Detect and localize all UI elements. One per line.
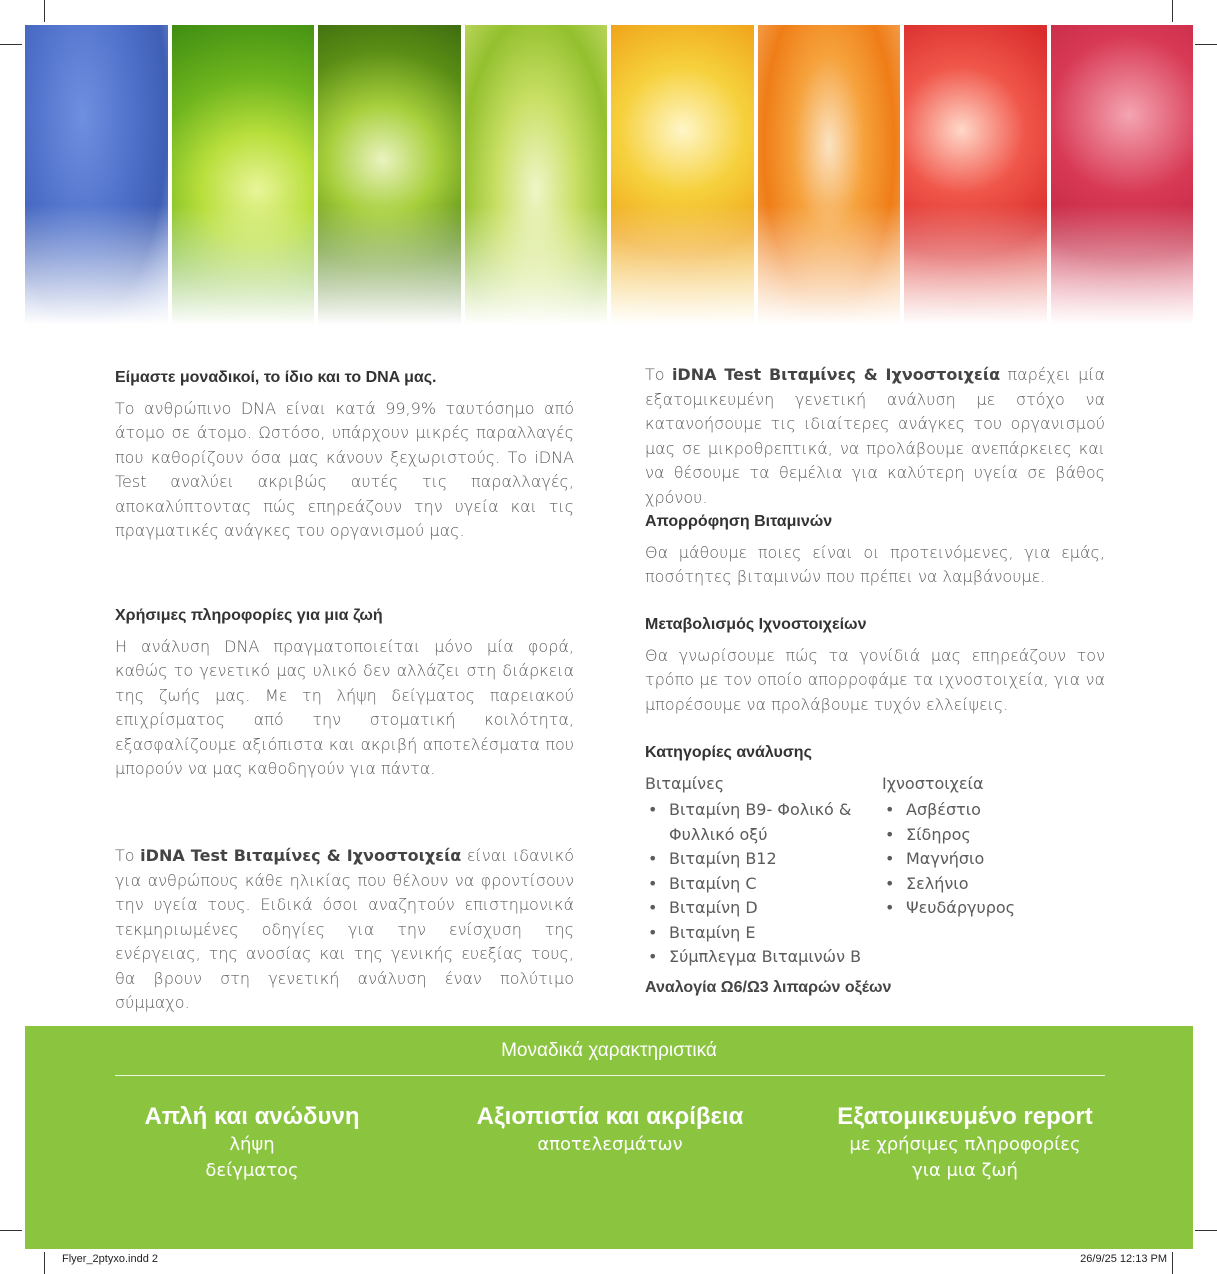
crop-mark (1195, 1230, 1217, 1231)
crop-mark (0, 44, 22, 45)
vitamins-title: Βιταμίνες (645, 773, 725, 793)
section-unique (115, 366, 574, 544)
list-item: • Σύμπλεγμα Βιταμινών Β (645, 945, 882, 970)
vitamins-column (645, 772, 882, 970)
crop-mark (1172, 1252, 1173, 1274)
feature-reliability (445, 1102, 775, 1158)
section-body: Το ανθρώπινο DNA είναι κατά 99,9% ταυτόσημο από άτομο σε άτομο. Ωστόσο, υπάρχουν μικρές παραλλαγές που καθορίζουν όσα μας κάνουν ξεχωριστούς. Το iDNA Test αναλύει ακριβώς αυτές τις παραλλαγές, αποκαλύπτοντας πώς επηρεάζουν την υγεία και τις πραγματικές ανάγκες του οργανισμού μας. (115, 398, 574, 540)
crop-mark (44, 1252, 45, 1274)
fruit-strip-strawberry (904, 25, 1047, 325)
list-item: • Σελήνιο (882, 872, 1015, 897)
crop-mark (1172, 0, 1173, 22)
list-item: • Βιταμίνη C (645, 872, 882, 897)
minerals-column (882, 772, 1015, 970)
section-heading: Χρήσιμες πληροφορίες για μια ζωή (115, 607, 383, 624)
product-name: iDNA Test Βιταμίνες & Ιχνοστοιχεία (140, 846, 462, 865)
categories-list (645, 772, 1105, 970)
section-audience (115, 844, 574, 1016)
list-item: • Βιταμίνη Ε (645, 921, 882, 946)
section-heading: Κατηγορίες ανάλυσης (645, 744, 812, 761)
fruit-strip-lime (172, 25, 315, 325)
minerals-list (882, 798, 1015, 921)
list-item: • Ασβέστιο (882, 798, 1015, 823)
section-heading: Είμαστε μοναδικοί, το ίδιο και το DNA μας. (115, 369, 437, 386)
list-item: • Ψευδάργυρος (882, 896, 1015, 921)
section-metabolism (645, 613, 1105, 717)
feature-simple-sampling (87, 1102, 417, 1184)
fruit-strip-raspberry (1051, 25, 1194, 325)
crop-mark (1195, 44, 1217, 45)
fruit-strip-orange (758, 25, 901, 325)
section-intro (645, 363, 1105, 510)
fruit-banner (25, 25, 1193, 325)
feature-personalized-report (800, 1102, 1130, 1184)
section-heading: Απορρόφηση Βιταμινών (645, 513, 833, 530)
fruit-strip-apple (465, 25, 608, 325)
section-absorption (645, 510, 1105, 590)
features-divider (115, 1075, 1105, 1076)
section-heading: Μεταβολισμός Ιχνοστοιχείων (645, 616, 867, 633)
list-item: • Βιταμίνη Β9- Φολικό & Φυλλικό οξύ (645, 798, 882, 847)
product-name: iDNA Test Βιταμίνες & Ιχνοστοιχεία (671, 365, 1001, 384)
feature-subtitle: για μια ζωή (912, 1160, 1018, 1181)
fruit-strip-blue (25, 25, 168, 325)
feature-subtitle: λήψη (229, 1134, 275, 1155)
ratio-label: Αναλογία Ω6/Ω3 λιπαρών οξέων (645, 978, 892, 996)
list-item: • Σίδηρος (882, 823, 1015, 848)
fruit-strip-kiwi (318, 25, 461, 325)
section-body: Το iDNA Test Βιταμίνες & Ιχνοστοιχεία παρέχει μία εξατομικευμένη γενετική ανάλυση με στόχο να κατανοήσουμε τις ιδιαίτερες ανάγκες του οργανισμού μας σε μικροθρεπτικά, να προλάβουμε ανεπάρκειες και να θέσουμε τα θεμέλια για καλύτερη υγεία σε βάθος χρόνου. (645, 365, 1106, 507)
section-body: Το iDNA Test Βιταμίνες & Ιχνοστοιχεία είναι ιδανικό για ανθρώπους κάθε ηλικίας που θέλουν να φροντίσουν την υγεία τους. Ειδικά όσοι αναζητούν επιστημονικά τεκμηριωμένες οδηγίες για την ενίσχυση της ενέργειας, της ανοσίας και της γενικής ευεξίας τους, θα βρουν στη γενετική ανάλυση έναν πολύτιμο σύμμαχο. (115, 846, 574, 1012)
feature-subtitle: με χρήσιμες πληροφορίες (849, 1134, 1081, 1155)
features-title: Μοναδικά χαρακτηριστικά (501, 1040, 717, 1061)
section-lifetime (115, 604, 574, 782)
section-categories (645, 741, 1105, 1000)
feature-title: Απλή και ανώδυνη (144, 1103, 360, 1130)
feature-title: Αξιοπιστία και ακρίβεια (476, 1103, 744, 1130)
section-body: Θα μάθουμε ποιες είναι οι προτεινόμενες, για εμάς, ποσότητες βιταμινών που πρέπει να λαμβάνουμε. (645, 542, 1105, 586)
section-body: Η ανάλυση DNA πραγματοποιείται μόνο μία φορά, καθώς το γενετικό μας υλικό δεν αλλάζει στη διάρκεια της ζωής μας. Με τη λήψη δείγματος παρειακού επιχρίσματος από την στοματική κοιλότητα, εξασφαλίζουμε αξιόπιστα και ακριβή αποτελέσματα που μπορούν να μας καθοδηγούν για πάντα. (115, 636, 574, 778)
crop-mark (44, 0, 45, 22)
file-slug: Flyer_2ptyxo.indd 2 (62, 1253, 158, 1265)
minerals-title: Ιχνοστοιχεία (882, 773, 984, 793)
features-band (25, 1026, 1193, 1249)
date-slug: 26/9/25 12:13 PM (1080, 1253, 1167, 1265)
crop-mark (0, 1230, 22, 1231)
fruit-strip-lemon (611, 25, 754, 325)
list-item: • Βιταμίνη D (645, 896, 882, 921)
list-item: • Βιταμίνη Β12 (645, 847, 882, 872)
feature-subtitle: αποτελεσμάτων (537, 1134, 683, 1155)
feature-subtitle: δείγματος (205, 1160, 299, 1181)
list-item: • Μαγνήσιο (882, 847, 1015, 872)
vitamins-list (645, 798, 882, 970)
section-body: Θα γνωρίσουμε πώς τα γονίδιά μας επηρεάζουν τον τρόπο με τον οποίο απορροφάμε τα ιχνοστοιχεία, για να μπορέσουμε να προλάβουμε τυχόν ελλείψεις. (645, 645, 1105, 714)
feature-title: Εξατομικευμένο report (837, 1103, 1093, 1130)
